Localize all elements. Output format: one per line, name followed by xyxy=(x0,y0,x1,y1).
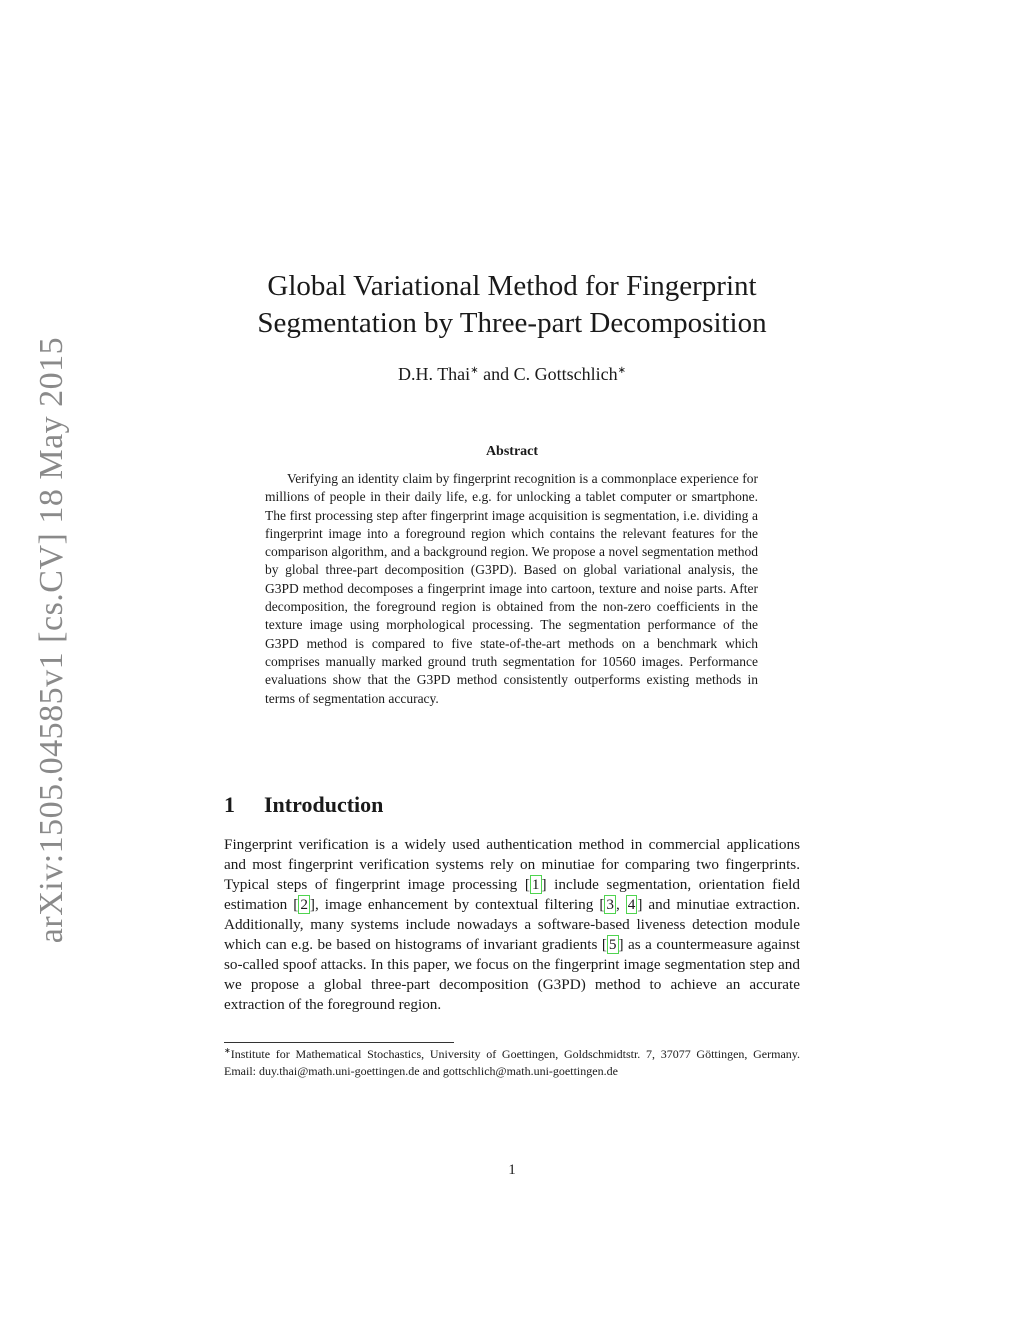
page-number: 1 xyxy=(508,1162,516,1178)
author-2-footnote-mark: ∗ xyxy=(617,365,626,376)
footnote-mark: ∗ xyxy=(224,1046,231,1055)
footnote-divider xyxy=(224,1042,454,1043)
citation-separator: , xyxy=(615,896,626,913)
citation-link-5[interactable]: 5 xyxy=(608,936,617,953)
footnote-text: Institute for Mathematical Stochastics, University of Goettingen, Goldschmidtstr. 7, 37077 Göttingen, Germany. Email: duy.thai@math.uni-goettingen.de and gottschlich@math.uni-goettingen.de xyxy=(224,1047,800,1078)
author-list xyxy=(180,364,844,385)
author-connector: and xyxy=(478,364,514,384)
section-number: 1 xyxy=(224,792,235,817)
author-2: C. Gottschlich xyxy=(513,364,618,384)
title-line-1: Global Variational Method for Fingerprint xyxy=(267,270,757,302)
abstract-heading: Abstract xyxy=(485,444,539,459)
author-1: D.H. Thai xyxy=(398,364,471,384)
author-1-footnote-mark: ∗ xyxy=(470,365,479,376)
citation-link-1[interactable]: 1 xyxy=(531,876,540,893)
arxiv-identifier-text: arXiv:1505.04585v1 [cs.CV] 18 May 2015 xyxy=(33,336,70,944)
citation-link-3[interactable]: 3 xyxy=(606,896,614,913)
citation-link-4[interactable]: 4 xyxy=(627,896,636,913)
citation-link-2[interactable]: 2 xyxy=(300,896,308,913)
intro-text-part-3: , image enhancement by contextual filtering xyxy=(314,896,600,913)
abstract-body: Verifying an identity claim by fingerprint recognition is a commonplace experience for millions of people in their daily life, e.g. for unlocking a tablet computer or smartphone. The first processing step after fingerprint image acquisition is segmentation, i.e. dividing a fingerprint image into a foreground region which contains the relevant features for the comparison algorithm, and a background region. We propose a novel segmentation method by global three-part decomposition (G3PD). Based on global variational analysis, the G3PD method decomposes a fingerprint image into cartoon, texture and noise parts. After decomposition, the foreground region is obtained from the non-zero coefficients in the texture image using morphological processing. The segmentation performance of the G3PD method is compared to five state-of-the-art methods on a benchmark which comprises manually marked ground truth segmentation for 10560 images. Performance evaluations show that the G3PD method consistently outperforms existing methods in terms of segmentation accuracy. xyxy=(265,471,758,706)
author-affiliation-footnote xyxy=(224,1046,800,1079)
intro-text-part-1: Fingerprint verification is a widely used authentication method in commercial applications and most fingerprint verification systems rely on minutiae for comparing two fingerprints. Typical steps of fingerprint image processing xyxy=(224,836,800,893)
intro-text-part-5: as a countermeasure against so-called spoof attacks. In this paper, we focus on the fingerprint image segmentation step and we propose a global three-part decomposition (G3PD) method to achieve an accurate extraction of the foreground region. xyxy=(224,936,800,1013)
intro-text-part-4: and minutiae extraction. Additionally, many systems include nowadays a software-based liveness detection module which can e.g. be based on histograms of invariant gradients xyxy=(224,896,800,953)
paper-title xyxy=(180,268,844,342)
title-line-2: Segmentation by Three-part Decomposition xyxy=(257,307,767,339)
introduction-paragraph: Fingerprint verification is a widely used authentication method in commercial applications and most fingerprint verification systems rely on minutiae for comparing two fingerprints. Typical steps of fingerprint image processing [ 1 ] include segmentation, orientation field estimation [ 2 ], image enhancement by contextual filtering [ 3 , 4 ] and minutiae extraction. Additionally, many systems include nowadays a software-based liveness detection module which can e.g. be based on histograms of invariant gradients [ 5 ] as a countermeasure against so-called spoof attacks. In this paper, we focus on the fingerprint image segmentation step and we propose a global three-part decomposition (G3PD) method to achieve an accurate extraction of the foreground region. xyxy=(224,836,800,1013)
section-title: Introduction xyxy=(264,792,384,817)
intro-text-part-2: include segmentation, orientation field estimation xyxy=(224,876,800,913)
section-heading-introduction xyxy=(224,792,383,818)
